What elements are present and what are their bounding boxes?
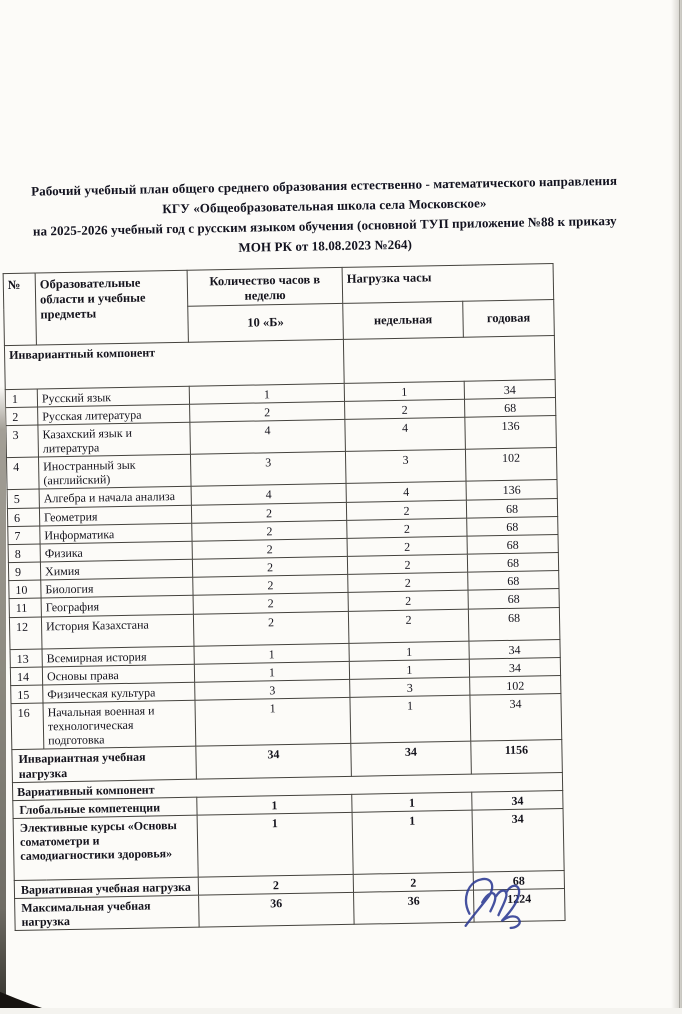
cell-load-weekly: 36: [354, 890, 475, 925]
cell-load-weekly: 2: [348, 572, 468, 592]
cell-number: 6: [7, 508, 39, 527]
cell-load-weekly: 2: [353, 872, 473, 892]
cell-hours-week: 1: [197, 794, 352, 815]
cell-load-yearly: 34: [472, 809, 564, 872]
cell-subject-name: История Казахстана: [41, 614, 194, 649]
col-header-load: Нагрузка часы: [342, 264, 554, 303]
cell-number: 3: [6, 425, 39, 458]
cell-load-weekly: 3: [345, 449, 466, 484]
cell-hours-week: 34: [196, 744, 352, 779]
cell-subject-name: Алгебра и начала анализа: [39, 487, 191, 508]
cell-number: 12: [9, 617, 42, 650]
cell-number: 10: [9, 580, 41, 599]
cell-load-weekly: 1: [352, 792, 472, 812]
cell-hours-week: 2: [192, 538, 347, 559]
title-line-4: МОН РК от 18.08.2023 №264): [238, 236, 413, 255]
empty-cell: [343, 335, 555, 383]
cell-load-yearly: 136: [465, 415, 557, 449]
cell-subject-name: Основы права: [42, 664, 194, 685]
cell-number: 4: [6, 457, 39, 490]
cell-hours-week: 2: [193, 611, 349, 646]
col-header-hours-per-week: Количество часов в неделю: [187, 267, 343, 305]
cell-load-weekly: 1: [349, 641, 469, 661]
cell-total-name: Элективные курсы «Основы соматометри и самодиагностики здоровья»: [13, 815, 198, 880]
cell-number: 15: [11, 685, 43, 704]
section-label: Вариативный компонент: [12, 772, 562, 800]
cell-load-yearly: 1156: [471, 740, 563, 774]
cell-hours-week: 4: [190, 419, 346, 454]
cell-load-weekly: 4: [346, 482, 466, 502]
cell-load-yearly: 102: [470, 675, 561, 695]
cell-subject-name: Всемирная история: [42, 646, 194, 667]
cell-load-yearly: 34: [464, 379, 555, 399]
scan-edge-right-line: [679, 0, 680, 1008]
cell-total-name: Вариативная учебная нагрузка: [14, 877, 198, 899]
cell-load-weekly: 2: [348, 591, 468, 611]
cell-load-weekly: 1: [350, 695, 471, 744]
cell-subject-name: Физика: [40, 541, 192, 562]
cell-load-weekly: 1: [352, 810, 473, 874]
cell-number: 14: [10, 667, 42, 686]
cell-hours-week: 2: [193, 575, 348, 596]
cell-number: 13: [10, 649, 42, 668]
section-label: Инвариантный компонент: [4, 339, 344, 389]
cell-hours-week: 3: [190, 452, 346, 487]
cell-load-weekly: 2: [347, 536, 467, 556]
cell-load-weekly: 34: [351, 742, 472, 777]
cell-load-weekly: 4: [345, 417, 466, 452]
cell-load-weekly: 2: [347, 554, 467, 574]
cell-load-yearly: 68: [467, 553, 558, 573]
cell-subject-name: Химия: [40, 559, 192, 580]
cell-load-yearly: 34: [469, 657, 560, 677]
cell-subject-name: Казахский язык и литература: [38, 422, 191, 457]
cell-load-yearly: 68: [464, 397, 555, 417]
cell-load-yearly: 1224: [473, 888, 565, 922]
title-line-2: КГУ «Общеобразовательная школа села Московское»: [162, 195, 487, 217]
scan-edge-left: [0, 386, 6, 1008]
col-header-subjects: Образовательные области и учебные предметы: [35, 270, 188, 344]
cell-number: 9: [8, 562, 40, 581]
cell-load-yearly: 68: [467, 516, 558, 536]
cell-hours-week: 1: [189, 383, 344, 404]
col-header-class: 10 «Б»: [188, 303, 344, 342]
cell-number: 7: [8, 526, 40, 545]
cell-load-weekly: 2: [346, 500, 466, 520]
cell-number: 16: [11, 703, 44, 750]
cell-hours-week: 2: [198, 874, 353, 895]
cell-load-yearly: 34: [470, 693, 562, 741]
title-line-1: Рабочий учебный план общего среднего образования естественно - математического направления: [30, 172, 618, 199]
cell-hours-week: 1: [195, 697, 351, 746]
cell-load-weekly: 2: [348, 609, 469, 643]
cell-load-yearly: 68: [466, 498, 557, 518]
cell-subject-name: Русский язык: [37, 386, 189, 407]
title-line-3: на 2025-2026 учебный год с русским языком обучения (основной ТУП приложение №88 к приказу: [32, 212, 617, 239]
cell-load-yearly: 34: [469, 639, 560, 659]
cell-subject-name: Русская литература: [38, 404, 190, 425]
cell-number: 1: [5, 389, 37, 408]
cell-subject-name: Биология: [41, 577, 193, 598]
col-header-weekly: недельная: [343, 301, 464, 339]
scan-edge-right: [671, 0, 682, 1008]
cell-load-weekly: 2: [347, 518, 467, 538]
cell-hours-week: 3: [195, 679, 350, 700]
curriculum-table-body: [4, 335, 565, 931]
cell-load-weekly: 1: [344, 381, 464, 401]
cell-subject-name: Иностранный зык (английский): [38, 454, 191, 489]
col-header-number: №: [3, 273, 36, 345]
cell-hours-week: 1: [194, 661, 349, 682]
cell-number: 8: [8, 544, 40, 563]
cell-load-yearly: 136: [466, 480, 557, 500]
cell-load-yearly: 68: [468, 571, 559, 591]
cell-subject-name: Физическая культура: [43, 682, 195, 703]
cell-hours-week: 2: [192, 520, 347, 541]
cell-subject-name: Информатика: [40, 523, 192, 544]
cell-hours-week: 4: [191, 484, 346, 505]
cell-subject-name: Начальная военная и технологическая подготовка: [43, 700, 196, 749]
cell-load-weekly: 2: [345, 399, 465, 419]
cell-total-name: Максимальная учебная нагрузка: [15, 895, 200, 931]
cell-total-name: Глобальные компетенции: [13, 797, 197, 819]
cell-number: 11: [9, 598, 41, 617]
cell-load-yearly: 68: [473, 870, 564, 890]
cell-hours-week: 36: [199, 892, 355, 927]
cell-subject-name: География: [41, 596, 193, 617]
signature: [436, 864, 553, 948]
cell-load-yearly: 102: [465, 448, 557, 482]
cell-load-yearly: 68: [467, 534, 558, 554]
cell-load-weekly: 1: [349, 659, 469, 679]
curriculum-table: [3, 263, 566, 931]
cell-load-yearly: 68: [468, 589, 559, 609]
cell-load-yearly: 68: [468, 607, 560, 641]
cell-load-weekly: 3: [350, 677, 470, 697]
cell-hours-week: 2: [191, 502, 346, 523]
cell-hours-week: 2: [190, 401, 345, 422]
cell-number: 5: [7, 489, 39, 508]
cell-hours-week: 1: [194, 643, 349, 664]
cell-subject-name: Геометрия: [39, 505, 191, 526]
cell-hours-week: 2: [193, 593, 348, 614]
document-title: [0, 170, 650, 262]
cell-hours-week: 1: [197, 812, 353, 876]
cell-number: 2: [6, 407, 38, 426]
col-header-yearly: годовая: [463, 299, 555, 337]
cell-total-name: Инвариантная учебная нагрузка: [12, 747, 197, 783]
cell-hours-week: 2: [192, 556, 347, 577]
cell-load-yearly: 34: [472, 790, 563, 810]
